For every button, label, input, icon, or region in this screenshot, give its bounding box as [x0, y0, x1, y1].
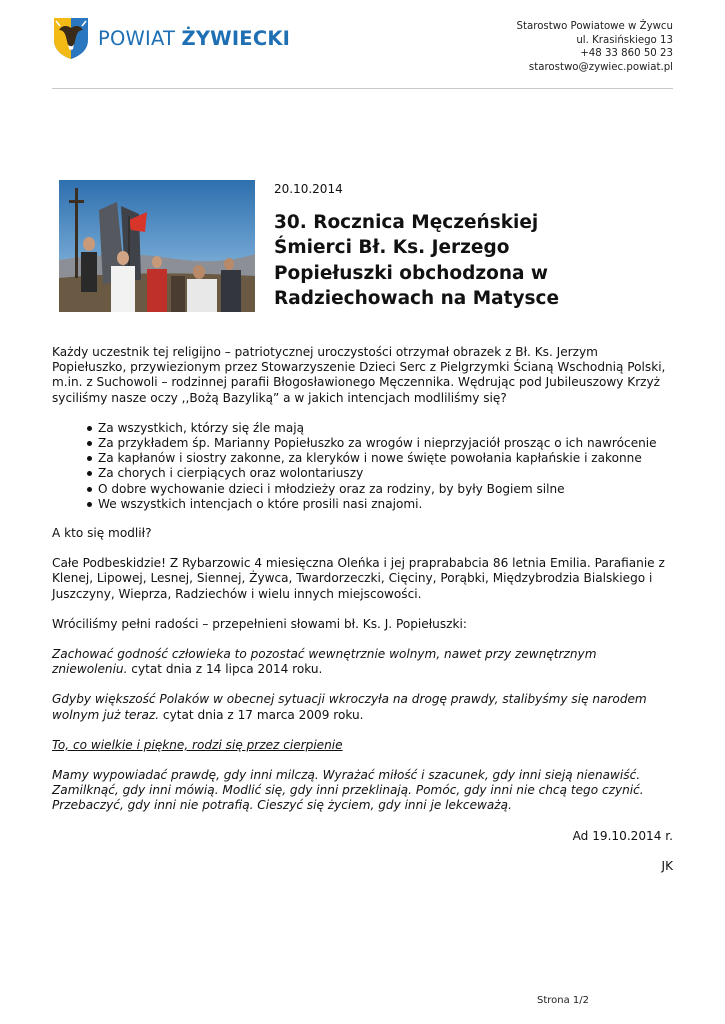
article-title: 30. Rocznica Męczeńskiej Śmierci Bł. Ks. Jerzego Popiełuszki obchodzona w Radziechowach na Matysce [274, 212, 560, 309]
contact-phone: +48 33 860 50 23 [580, 48, 673, 60]
question-paragraph: A kto się modlił? [52, 526, 152, 541]
logo-wordmark [98, 27, 290, 50]
page-header [52, 16, 673, 76]
list-item: Za wszystkich, którzy się źle mają [98, 421, 673, 436]
contact-block [517, 20, 673, 74]
contact-office: Starostwo Powiatowe w Żywcu [516, 21, 673, 32]
intro-paragraph: Każdy uczestnik tej religijno – patriotycznej uroczystości otrzymał obrazek z Bł. Ks. Jerzym Popiełuszko, przywiezionym przez Stowarzyszenie Dzieci Serc z Pielgrzymki Ścianą Wschodnią Polski, m.in. z Suchowoli – rodzinnej parafii Błogosławionego Męczennika. Wędrując pod Jubileuszowy Krzyż syciliśmy nasze oczy ,,Bożą Bazyliką” a w jakich intencjach modliliśmy się? [52, 345, 666, 405]
quote-paragraph-2 [52, 692, 673, 722]
answer-paragraph: Całe Podbeskidzie! Z Rybarzowic 4 miesięczna Oleńka i jej praprababcia 86 letnia Emilia. Parafianie z Klenej, Lipowej, Lesnej, Siennej, Żywca, Twardorzeczki, Cięciny, Porąbki, Międzybrodzia Bialskiego i Juszczyny, Wieprza, Radziechów i wielu innych miejscowości. [52, 556, 665, 601]
logo-word-powiat: POWIAT [98, 26, 176, 50]
quote-paragraph-4: Mamy wypowiadać prawdę, gdy inni milczą. Wyrażać miłość i szacunek, gdy inni sieją nienawiść. Zamilknąć, gdy inni mówią. Modlić się, gdy inni przeklinają. Pomóc, gdy inni nie chcą tego czynić. Przebaczyć, gdy inni nie potrafią. Cieszyć się życiem, gdy inni je lekceważą. [52, 768, 644, 813]
list-item: We wszystkich intencjach o które prosili nasi znajomi. [98, 497, 673, 512]
article-date: 20.10.2014 [274, 182, 343, 196]
logo [52, 16, 290, 60]
coat-of-arms-icon [52, 16, 90, 60]
quote-text: To, co wielkie i piękne, rodzi się przez cierpienie [52, 737, 343, 752]
signature-date: Ad 19.10.2014 r. [572, 828, 673, 843]
quote-paragraph-1 [52, 647, 673, 677]
article-photo [59, 180, 255, 312]
intentions-list [52, 421, 673, 512]
quote-citation: cytat dnia z 14 lipca 2014 roku. [127, 662, 323, 677]
list-item: Za chorych i cierpiących oraz wolontariuszy [98, 466, 673, 481]
article-body [52, 345, 673, 889]
quote-text: Zachować godność człowieka to pozostać wewnętrznie wolnym, nawet przy zewnętrznym zniewoleniu. [52, 647, 597, 677]
header-divider [52, 88, 673, 89]
signature-initials: JK [661, 858, 673, 873]
page-number: Strona 1/2 [537, 995, 590, 1006]
quote-citation: cytat dnia z 17 marca 2009 roku. [159, 707, 364, 722]
list-item: Za przykładem śp. Marianny Popiełuszko za wrogów i nieprzyjaciół prosząc o ich nawrócenie [98, 436, 673, 451]
quote-text: Gdyby większość Polaków w obecnej sytuacji wkroczyła na drogę prawdy, stalibyśmy się narodem wolnym już teraz. [52, 692, 647, 722]
list-item: Za kapłanów i siostry zakonne, za kleryków i nowe święte powołania kapłańskie i zakonne [98, 451, 673, 466]
logo-word-zywiecki: ŻYWIECKI [181, 26, 291, 50]
contact-email[interactable]: starostwo@zywiec.powiat.pl [528, 61, 673, 73]
return-paragraph: Wróciliśmy pełni radości – przepełnieni słowami bł. Ks. J. Popiełuszki: [52, 616, 467, 631]
list-item: O dobre wychowanie dzieci i młodzieży oraz za rodziny, by były Bogiem silne [98, 482, 673, 497]
quote-paragraph-3 [52, 738, 673, 753]
contact-address: ul. Krasińskiego 13 [576, 34, 673, 46]
